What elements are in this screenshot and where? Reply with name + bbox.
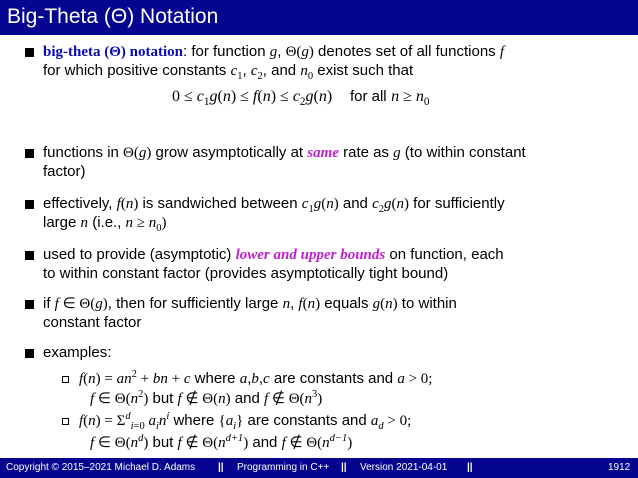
footer-version: Version 2021-04-01 [360,462,448,473]
bullet-4-line-2: to within constant factor (provides asymptotically tight bound) [43,265,449,282]
bullet-5-line-1: if f ∈ Θ(g), then for sufficiently large n, f(n) equals g(n) to within [43,295,457,312]
example-2-line-2: f ∈ $\Theta(n^d)$ but f ∉ $\Theta(n^{d+1})$ and f ∉ $\Theta(n^{d-1})$ [90,433,353,451]
bullet-icon [25,149,34,158]
definition-equation: $0 \le c_1g(n) \le f(n) \le c_2g(n)$ for all $n \ge n_0$ [172,88,430,109]
bullet-icon [25,300,34,309]
bullet-4-line-1: used to provide (asymptotic) lower and upper bounds on function, each [43,246,504,263]
footer-separator: || [341,462,347,473]
footer-copyright: Copyright © 2015–2021 Michael D. Adams [6,462,196,473]
example-2-line-1: $f(n) = \Sigma^d_{i=0}$ $a_in^i$ where $\{a_i\}$ are constants and $a_d > 0$; [79,411,412,432]
example-1-line-2: f ∈ $\Theta(n^2)$ but f ∉ Θ(n) and f ∉ $\Theta(n^3)$ [90,389,323,407]
footer-bar [0,458,638,478]
sub-bullet-icon [62,376,69,383]
bullet-1-line-2: for which positive constants $c_1$, $c_2$, and $n_0$ exist such that [43,62,414,82]
emphasis-bounds: lower and upper bounds [235,247,386,263]
bullet-icon [25,48,34,57]
bullet-5-line-2: constant factor [43,314,142,331]
sub-bullet-icon [62,418,69,425]
bullet-3-line-2: large n (i.e., $n \ge n_0$) [43,214,167,234]
bullet-icon [25,251,34,260]
bullet-3-line-1: effectively, f(n) is sandwiched between $c_1g(n)$ and $c_2g(n)$ for sufficiently [43,195,505,215]
slide-title: Big-Theta (Θ) Notation [7,5,219,28]
bullet-icon [25,200,34,209]
emphasis-same: same [307,145,339,161]
bullet-icon [25,349,34,358]
footer-separator: || [467,462,473,473]
footer-separator: || [218,462,224,473]
footer-page-number: 1912 [608,462,631,473]
bullet-2-line-1: functions in Θ(g) grow asymptotically at same rate as g (to within constant [43,144,526,161]
bullet-1-line-1: big-theta (Θ) notation: for function g, Θ(g) denotes set of all functions f [43,43,505,60]
example-1-line-1: $f(n) = an^2$ + bn + c where a,b,c are constants and a > 0; [79,369,433,387]
bullet-2-line-2: factor) [43,163,86,180]
footer-course: Programming in C++ [237,462,330,473]
term-big-theta: big-theta (Θ) notation [43,44,183,60]
bullet-6-label: examples: [43,344,112,361]
